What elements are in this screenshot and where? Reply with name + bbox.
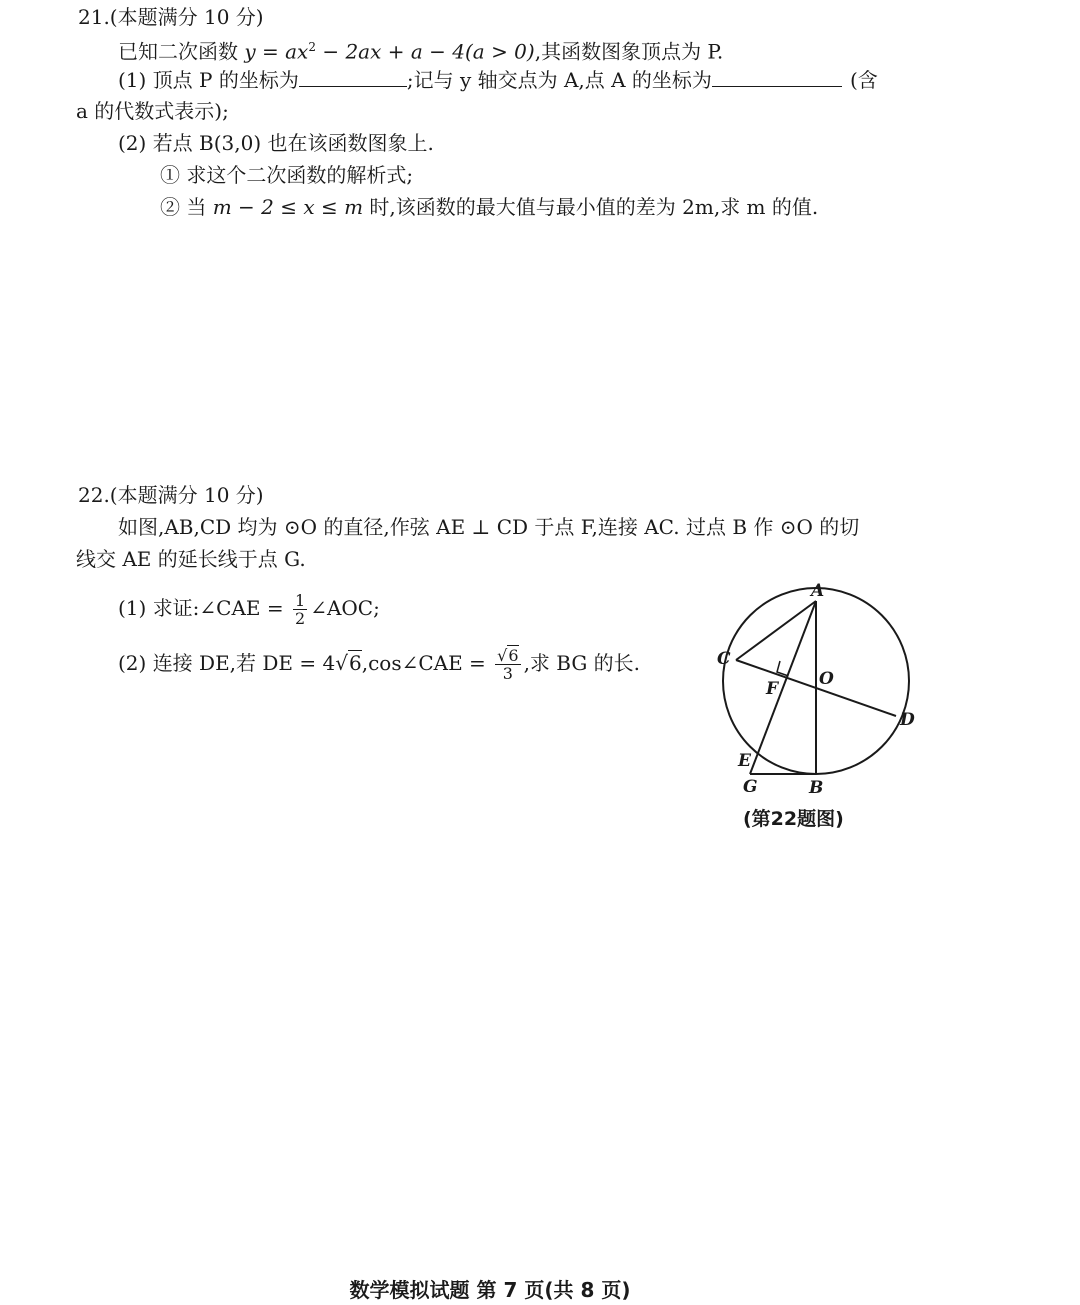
fraction-denominator: 3 — [502, 664, 513, 683]
circle-geometry-figure — [705, 575, 935, 815]
label-g: G — [743, 777, 758, 797]
q21-stem-func: y = ax — [244, 39, 309, 64]
q21-part2-2-math: m − 2 ≤ x ≤ m — [212, 195, 364, 219]
label-o: O — [819, 669, 834, 689]
q21-part1-mid: ;记与 y 轴交点为 A,点 A 的坐标为 — [406, 68, 712, 92]
page-footer: 数学模拟试题 第 7 页(共 8 页) — [349, 1278, 631, 1302]
q21-stem — [118, 34, 723, 65]
q21-part1-cont: a 的代数式表示); — [76, 99, 229, 123]
q22-part1-suffix: ∠AOC; — [310, 596, 380, 620]
q21-header: 21.(本题满分 10 分) — [78, 5, 264, 29]
q22-header: 22.(本题满分 10 分) — [78, 483, 264, 507]
line-ag — [750, 601, 816, 774]
q22-part1-prefix: (1) 求证:∠CAE = — [118, 596, 291, 620]
fraction-denominator: 2 — [295, 609, 306, 628]
q21-stem-suffix: ,其函数图象顶点为 P. — [534, 39, 724, 64]
answer-blank-point-a[interactable] — [712, 66, 842, 87]
q21-stem-exp: 2 — [308, 40, 316, 54]
label-f: F — [766, 679, 779, 699]
q22-part2 — [118, 643, 640, 683]
q21-part1-tail: (含 — [849, 68, 878, 92]
fraction-numerator — [495, 647, 520, 665]
q22-part2-suffix: ,求 BG 的长. — [523, 651, 641, 675]
q21-stem-prefix: 已知二次函数 — [118, 39, 245, 64]
right-angle-mark — [777, 661, 789, 676]
q21-part1-prefix: (1) 顶点 P 的坐标为 — [118, 68, 299, 92]
sqrt-sign: √ — [335, 651, 348, 675]
sqrt-radicand: 6 — [508, 646, 519, 665]
q21-stem-func-rest: − 2ax + a − 4(a > 0) — [315, 39, 535, 64]
q21-part2-1: ① 求这个二次函数的解析式; — [160, 163, 414, 187]
q22-part1 — [118, 588, 380, 628]
q21-part2-2 — [160, 194, 818, 220]
fraction-numerator: 1 — [295, 591, 306, 610]
q21-part1 — [118, 66, 878, 93]
q22-stem-line2: 线交 AE 的延长线于点 G. — [76, 547, 306, 571]
q21-part2-2-prefix: ② 当 — [160, 195, 213, 219]
label-e: E — [738, 751, 751, 771]
q22-part2-prefix: (2) 连接 DE,若 DE = 4 — [118, 651, 336, 675]
q21-part2: (2) 若点 B(3,0) 也在该函数图象上. — [118, 131, 434, 155]
q22-part2-mid: ,cos∠CAE = — [361, 651, 493, 675]
sqrt-sign: √ — [497, 646, 508, 665]
figure-caption: (第22题图) — [743, 808, 844, 830]
q22-stem-line1: 如图,AB,CD 均为 ⊙O 的直径,作弦 AE ⊥ CD 于点 F,连接 AC. 过点 B 作 ⊙O 的切 — [118, 515, 860, 539]
label-a: A — [811, 581, 825, 601]
label-b: B — [809, 778, 824, 798]
q21-part2-2-suffix: 时,该函数的最大值与最小值的差为 2m,求 m 的值. — [363, 195, 819, 219]
label-c: C — [717, 649, 731, 669]
sqrt-radicand: 6 — [348, 651, 362, 675]
answer-blank-vertex[interactable] — [299, 66, 407, 87]
fraction-sqrt6-over-3 — [495, 647, 520, 682]
label-d: D — [900, 710, 915, 730]
fraction-one-half — [293, 592, 307, 627]
